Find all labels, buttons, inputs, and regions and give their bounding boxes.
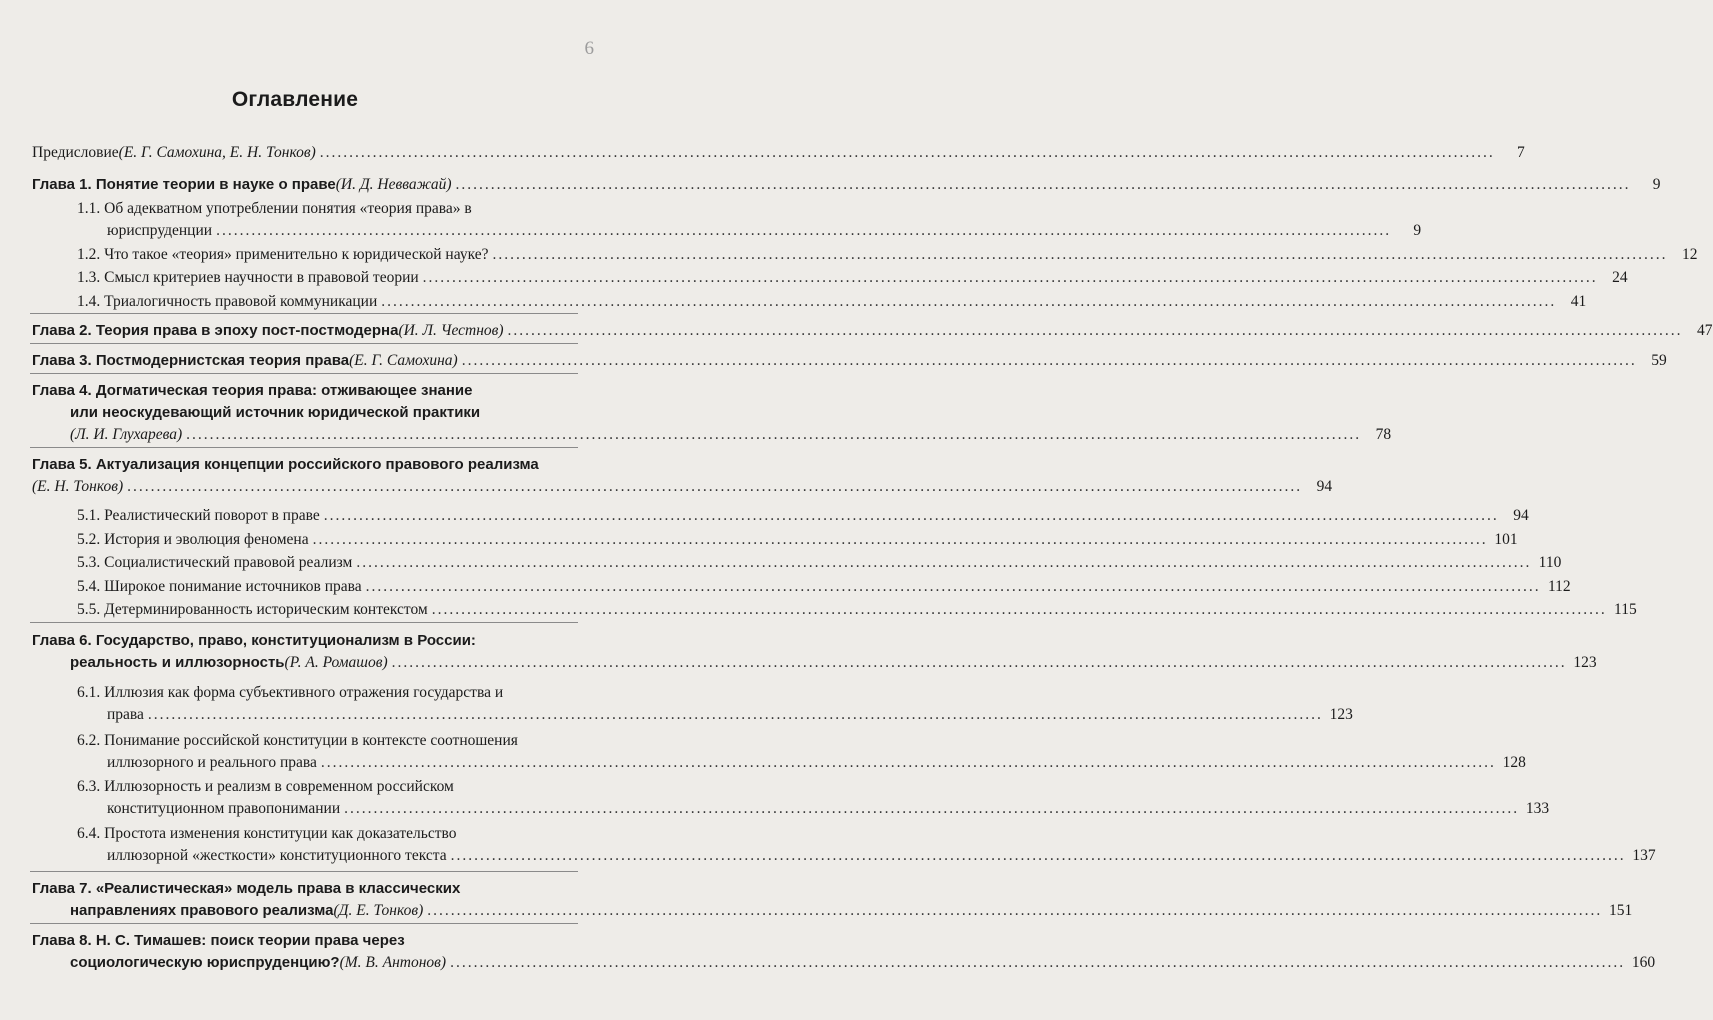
toc-entry-text: права	[107, 706, 144, 723]
toc-page-number: 112	[1547, 578, 1571, 595]
toc-page-number: 133	[1525, 800, 1550, 817]
toc-page-number: 123	[1573, 654, 1597, 671]
toc-entry-text: 1.4. Триалогичность правовой коммуникации	[77, 293, 378, 310]
section-divider	[30, 343, 578, 344]
toc-entry-text: 5.3. Социалистический правовой реализм	[77, 554, 353, 571]
leader-dots: ........................................................................................................................................................................................................	[507, 322, 1683, 339]
toc-entry-text: иллюзорного и реального права	[107, 754, 317, 771]
leader-dots: ........................................................................................................................................................................................................	[127, 478, 1303, 495]
leader-dots: ........................................................................................................................................................................................................	[323, 507, 1499, 524]
toc-entry-author: (М. В. Антонов)	[339, 954, 447, 971]
toc-page-number: 151	[1609, 902, 1633, 919]
toc-chapter[interactable]	[32, 174, 1661, 196]
toc-chapter[interactable]	[32, 142, 1525, 164]
toc-entry-text: Глава 2. Теория права в эпоху пост-постмодерна	[32, 322, 399, 339]
toc-entry-text: или неоскудевающий источник юридической практики	[70, 404, 481, 421]
toc-subsection[interactable]	[77, 529, 1518, 551]
toc-entry-text: реальность и иллюзорность	[70, 654, 285, 671]
toc-entry-author: (Д. Е. Тонков)	[333, 902, 424, 919]
toc-subsection[interactable]	[77, 198, 1422, 242]
toc-entry-author: (Р. А. Ромашов)	[284, 654, 388, 671]
toc-subsection[interactable]	[77, 291, 1587, 313]
toc-page-number: 101	[1494, 531, 1518, 548]
toc-entry-author: (Л. И. Глухарева)	[70, 426, 183, 443]
toc-entry-text: направлениях правового реализма	[70, 902, 334, 919]
toc-entry-text: Глава 3. Постмодернистская теория права	[32, 352, 350, 369]
toc-subsection[interactable]	[77, 244, 1698, 266]
leader-dots: ........................................................................................................................................................................................................	[455, 176, 1631, 193]
leader-dots: ........................................................................................................................................................................................................	[365, 578, 1541, 595]
toc-entry-text: Глава 4. Догматическая теория права: отживающее знание	[32, 382, 473, 399]
toc-subsection[interactable]	[77, 730, 1526, 774]
leader-dots: ........................................................................................................................................................................................................	[186, 426, 1362, 443]
toc-entry-text: 5.5. Детерминированность историческим контекстом	[77, 601, 428, 618]
toc-entry-text: Глава 6. Государство, право, конституционализм в России:	[32, 632, 476, 649]
toc-subsection[interactable]	[77, 599, 1637, 621]
toc-entry-text: Глава 7. «Реалистическая» модель права в классических	[32, 880, 461, 897]
toc-page-number: 41	[1570, 293, 1587, 310]
toc-page-number: 115	[1614, 601, 1637, 618]
toc-chapter[interactable]	[32, 878, 1633, 922]
section-divider	[30, 447, 578, 448]
toc-page-number: 7	[1517, 144, 1525, 161]
toc-entry-text: социологическую юриспруденцию?	[70, 954, 340, 971]
toc-chapter[interactable]	[32, 380, 1392, 446]
toc-page-number: 160	[1631, 954, 1656, 971]
toc-subsection[interactable]	[77, 505, 1529, 527]
toc-page-number: 9	[1413, 222, 1422, 239]
leader-dots: ........................................................................................................................................................................................................	[450, 847, 1626, 864]
toc-subsection[interactable]	[77, 267, 1628, 289]
toc-entry-author: (Е. Г. Самохина)	[349, 352, 458, 369]
leader-dots: ........................................................................................................................................................................................................	[312, 531, 1488, 548]
page-number: 6	[584, 38, 594, 59]
section-divider	[30, 373, 578, 374]
toc-chapter[interactable]	[32, 350, 1667, 372]
toc-page-number: 110	[1538, 554, 1562, 571]
toc-chapter[interactable]	[32, 930, 1656, 974]
toc-entry-author: (И. Д. Невважай)	[335, 176, 452, 193]
toc-chapter[interactable]	[32, 454, 1333, 498]
leader-dots: ........................................................................................................................................................................................................	[422, 269, 1598, 286]
toc-chapter[interactable]	[32, 630, 1597, 674]
toc-page-number: 128	[1502, 754, 1526, 771]
toc-entry-text: иллюзорной «жесткости» конституционного текста	[107, 847, 447, 864]
leader-dots: ........................................................................................................................................................................................................	[461, 352, 1637, 369]
toc-entry-text: Глава 5. Актуализация концепции российского правового реализма	[32, 456, 539, 473]
toc-subsection[interactable]	[77, 682, 1353, 726]
toc-entry-text: 6.1. Иллюзия как форма субъективного отражения государства и	[77, 684, 504, 701]
leader-dots: ........................................................................................................................................................................................................	[147, 706, 1323, 723]
leader-dots: ........................................................................................................................................................................................................	[319, 144, 1495, 161]
toc-entry-text: 5.4. Широкое понимание источников права	[77, 578, 362, 595]
toc-entry-text: 1.1. Об адекватном употреблении понятия «теория права» в	[77, 200, 472, 217]
toc-page-number: 24	[1612, 269, 1628, 286]
leader-dots: ........................................................................................................................................................................................................	[344, 800, 1520, 817]
toc-title: Оглавление	[231, 88, 359, 111]
toc-subsection[interactable]	[77, 576, 1571, 598]
leader-dots: ........................................................................................................................................................................................................	[492, 246, 1668, 263]
toc-page-number: 47	[1697, 322, 1713, 339]
toc-chapter[interactable]	[32, 320, 1713, 342]
leader-dots: ........................................................................................................................................................................................................	[391, 654, 1567, 671]
leader-dots: ........................................................................................................................................................................................................	[320, 754, 1496, 771]
leader-dots: ........................................................................................................................................................................................................	[431, 601, 1607, 618]
toc-entry-text: 6.2. Понимание российской конституции в контексте соотношения	[77, 732, 518, 749]
toc-entry-text: 6.4. Простота изменения конституции как доказательство	[77, 825, 457, 842]
toc-entry-text: 5.1. Реалистический поворот в праве	[77, 507, 320, 524]
section-divider	[30, 622, 578, 623]
toc-page-number: 94	[1316, 478, 1333, 495]
toc-page-number: 94	[1513, 507, 1529, 524]
toc-page-number: 137	[1632, 847, 1656, 864]
leader-dots: ........................................................................................................................................................................................................	[356, 554, 1532, 571]
toc-page-number: 78	[1375, 426, 1392, 443]
toc-page-number: 9	[1652, 176, 1661, 193]
toc-subsection[interactable]	[77, 552, 1562, 574]
toc-entry-author: (Е. Н. Тонков)	[32, 478, 124, 495]
toc-entry-text: Глава 1. Понятие теории в науке о праве	[32, 176, 336, 193]
toc-entry-text: конституционном правопонимании	[107, 800, 341, 817]
toc-entry-author: (Е. Г. Самохина, Е. Н. Тонков)	[118, 144, 316, 161]
toc-entry-text: юриспруденции	[107, 222, 213, 239]
leader-dots: ........................................................................................................................................................................................................	[427, 902, 1603, 919]
toc-subsection[interactable]	[77, 823, 1656, 867]
toc-page-number: 123	[1329, 706, 1353, 723]
toc-entry-text: Глава 8. Н. С. Тимашев: поиск теории права через	[32, 932, 405, 949]
toc-subsection[interactable]	[77, 776, 1550, 820]
toc-entry-text: 6.3. Иллюзорность и реализм в современном российском	[77, 778, 454, 795]
toc-entry-text: Предисловие	[32, 144, 119, 161]
toc-entry-text: 1.3. Смысл критериев научности в правовой теории	[77, 269, 419, 286]
toc-page-number: 12	[1681, 246, 1698, 263]
section-divider	[30, 871, 578, 872]
section-divider	[30, 313, 578, 314]
section-divider	[30, 923, 578, 924]
toc-entry-text: 5.2. История и эволюция феномена	[77, 531, 309, 548]
leader-dots: ........................................................................................................................................................................................................	[450, 954, 1626, 971]
leader-dots: ........................................................................................................................................................................................................	[216, 222, 1392, 239]
toc-page-number: 59	[1651, 352, 1667, 369]
toc-entry-author: (И. Л. Честнов)	[398, 322, 504, 339]
toc-entry-text: 1.2. Что такое «теория» применительно к юридической науке?	[77, 246, 489, 263]
leader-dots: ........................................................................................................................................................................................................	[381, 293, 1557, 310]
